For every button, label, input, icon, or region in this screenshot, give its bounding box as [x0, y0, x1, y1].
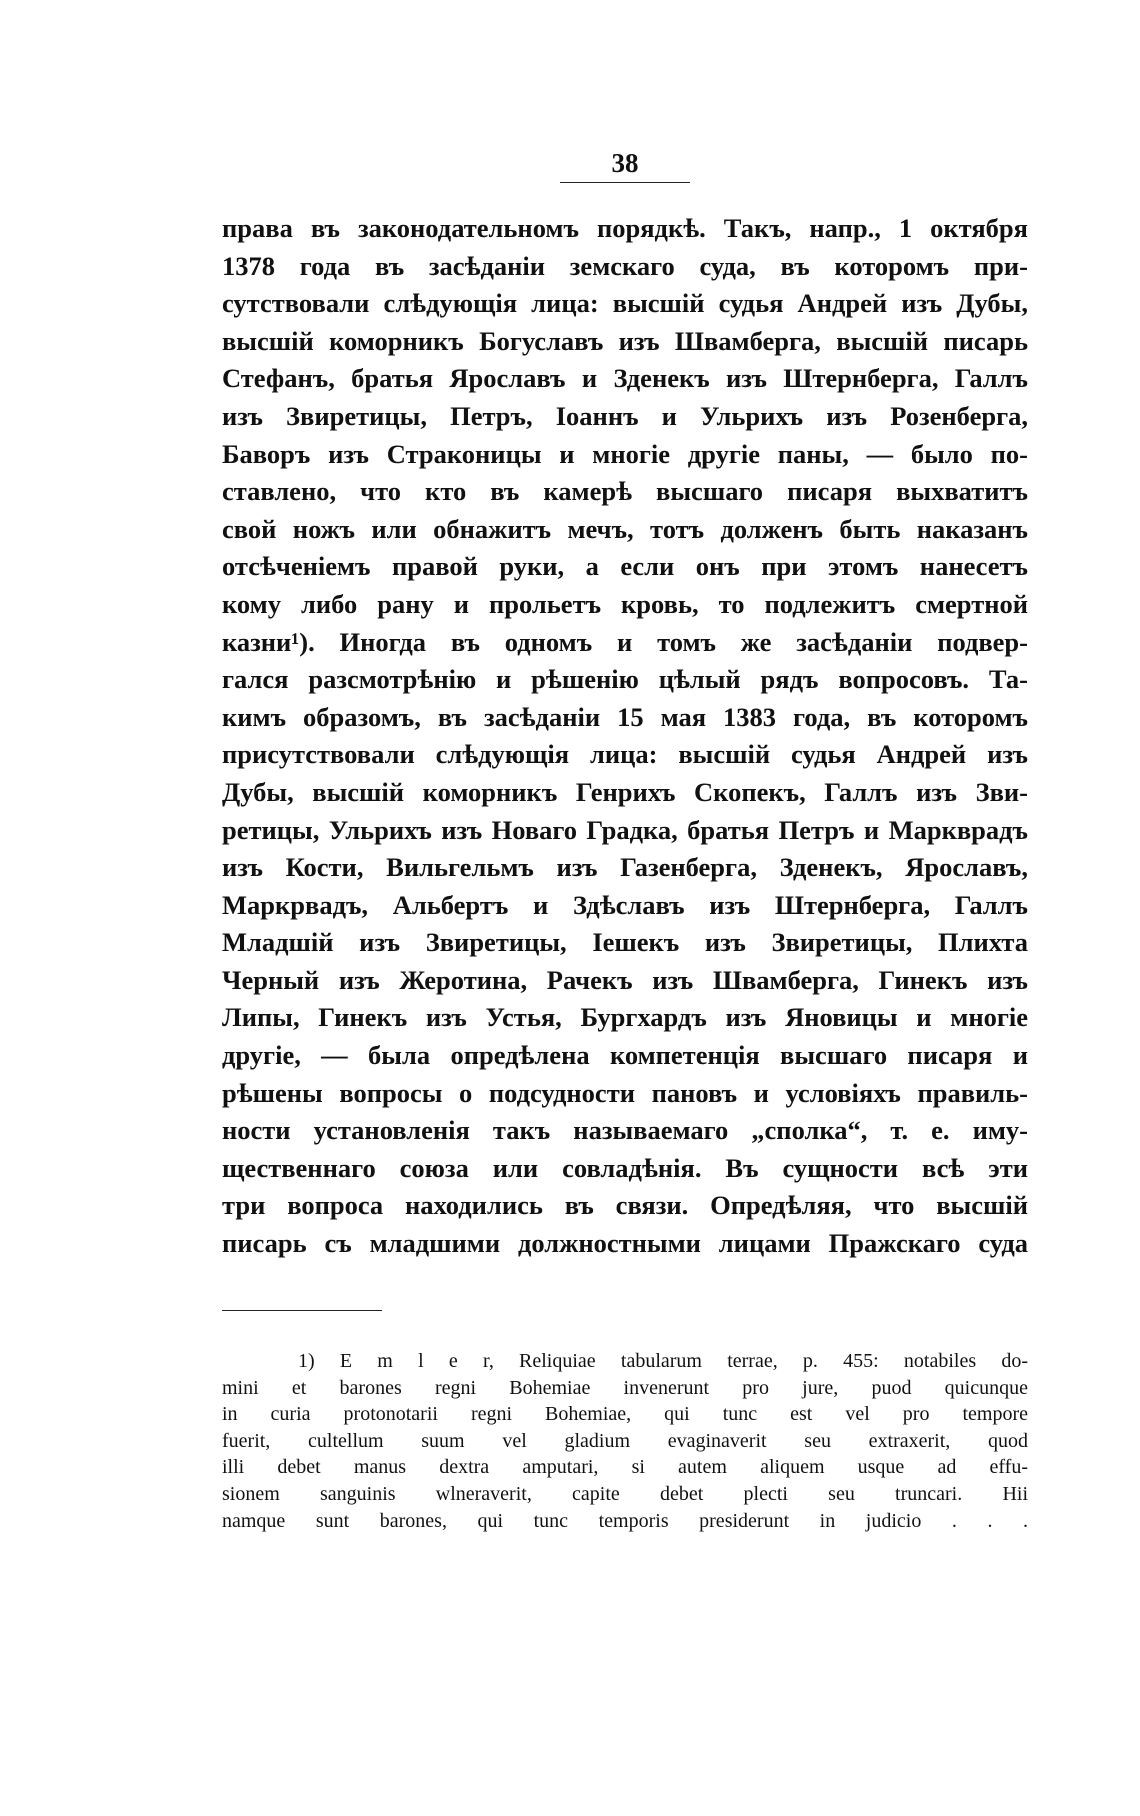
footnote-line: in curia protonotarii regni Bohemiae, qui tunc est vel pro tempore — [222, 1403, 1028, 1426]
page-number: 38 — [611, 148, 639, 178]
text-line: гался разсмотрѣнію и рѣшенію цѣлый рядъ вопросовъ. Та- — [222, 664, 1028, 695]
text-line: Стефанъ, братья Ярославъ и Зденекъ изъ Штернберга, Галлъ — [222, 363, 1028, 394]
text-line: Маркрвадъ, Альбертъ и Здѣславъ изъ Штернберга, Галлъ — [222, 889, 1028, 920]
text-line: свой ножъ или обнажитъ мечъ, тотъ долженъ быть наказанъ — [222, 513, 1028, 544]
text-line: изъ Звиретицы, Петръ, Іоаннъ и Ульрихъ изъ Розенберга, — [222, 400, 1028, 431]
footnote-separator — [222, 1310, 382, 1311]
main-text — [222, 210, 1028, 1263]
text-line: другіе, — была опредѣлена компетенція высшаго писаря и — [222, 1040, 1028, 1071]
text-line: кимъ образомъ, въ засѣданіи 15 мая 1383 года, въ которомъ — [222, 701, 1028, 732]
text-line: присутствовали слѣдующія лица: высшій судья Андрей изъ — [222, 739, 1028, 770]
text-line: три вопроса находились въ связи. Опредѣляя, что высшій — [222, 1190, 1028, 1221]
footnote-line: fuerit, cultellum suum vel gladium evaginaverit seu extraxerit, quod — [222, 1429, 1028, 1452]
text-line: кому либо рану и прольетъ кровь, то подлежитъ смертной — [222, 588, 1028, 619]
text-line: рѣшены вопросы о подсудности пановъ и условіяхъ правиль- — [222, 1077, 1028, 1108]
text-line: сутствовали слѣдующія лица: высшій судья Андрей изъ Дубы, — [222, 288, 1028, 319]
text-line: права въ законодательномъ порядкѣ. Такъ, напр., 1 октября — [222, 213, 1028, 243]
footnote-line: namque sunt barones, qui tunc temporis presiderunt in judicio . . . — [222, 1509, 1028, 1532]
footnote-line: mini et barones regni Bohemiae invenerunt pro jure, puod quicunque — [222, 1376, 1028, 1399]
text-line: Дубы, высшій коморникъ Генрихъ Скопекъ, Галлъ изъ Зви- — [222, 776, 1028, 807]
text-line: щественнаго союза или совладѣнія. Въ сущности всѣ эти — [222, 1152, 1028, 1183]
footnote-line: sionem sanguinis wlneraverit, capite debet plecti seu truncari. Hii — [222, 1482, 1028, 1505]
page-number-rule — [560, 182, 690, 183]
footnote-line: 1) E m l e r, Reliquiae tabularum terrae, p. 455: notabiles do- — [298, 1350, 1028, 1372]
footnote-line: illi debet manus dextra amputari, si autem aliquem usque ad effu- — [222, 1456, 1028, 1479]
text-line: отсѣченіемъ правой руки, а если онъ при этомъ нанесетъ — [222, 551, 1028, 582]
text-line: Баворъ изъ Страконицы и многіе другіе паны, — было по- — [222, 438, 1028, 469]
text-line: Черный изъ Жеротина, Рачекъ изъ Швамберга, Гинекъ изъ — [222, 964, 1028, 995]
text-line: писарь съ младшими должностными лицами Пражскаго суда — [222, 1228, 1028, 1259]
footnotes — [222, 1348, 1028, 1534]
text-line: ретицы, Ульрихъ изъ Новаго Градка, братья Петръ и Маркврадъ — [222, 814, 1028, 845]
text-line: ставлено, что кто въ камерѣ высшаго писаря выхватитъ — [222, 476, 1028, 507]
text-line: высшій коморникъ Богуславъ изъ Швамберга, высшій писарь — [222, 325, 1028, 356]
text-line: ности установленія такъ называемаго „сполка“, т. е. иму- — [222, 1115, 1028, 1146]
text-line: Младшій изъ Звиретицы, Іешекъ изъ Звиретицы, Плихта — [222, 927, 1028, 958]
text-line: Липы, Гинекъ изъ Устья, Бургхардъ изъ Яновицы и многіе — [222, 1002, 1028, 1033]
text-line: изъ Кости, Вильгельмъ изъ Газенберга, Зденекъ, Ярославъ, — [222, 852, 1028, 883]
text-line: 1378 года въ засѣданіи земскаго суда, въ которомъ при- — [222, 250, 1028, 281]
text-line: казни¹). Иногда въ одномъ и томъ же засѣданіи подвер- — [222, 626, 1028, 657]
